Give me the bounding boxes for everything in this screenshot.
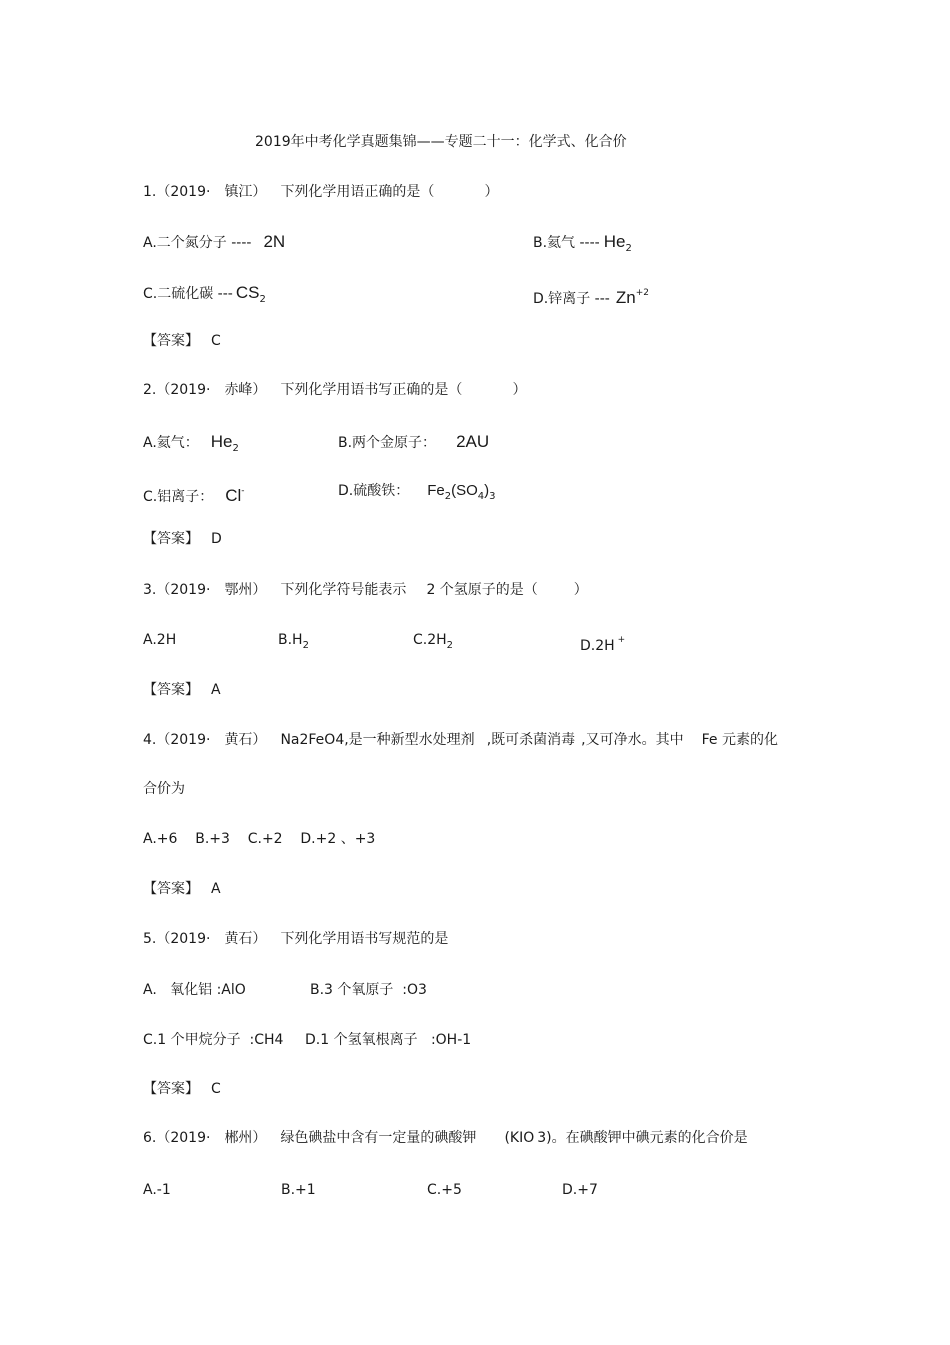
option-c: C.+5	[427, 1182, 462, 1198]
question-text: 下列化学用语正确的是（	[280, 184, 435, 200]
question-4-options: A.+6 B.+3 C.+2 D.+2 、+3	[143, 831, 376, 847]
option-text: C.2H	[413, 632, 447, 648]
subscript: 2	[444, 491, 452, 502]
question-text-3: ,又可净水。其中	[581, 732, 684, 748]
option-b	[278, 630, 309, 656]
option-d: D.+7	[562, 1182, 598, 1198]
subscript: 2	[259, 294, 266, 305]
option-text: C.二硫化碳 ---	[143, 286, 233, 302]
option-a: A.-1	[143, 1182, 171, 1198]
question-number: 1.（2019·	[143, 184, 211, 200]
question-close-paren: ）	[573, 582, 588, 598]
option-text: B.H	[278, 632, 303, 648]
superscript: +	[617, 635, 626, 645]
question-text: 下列化学用语书写正确的是（	[280, 382, 463, 398]
answer-value: A	[211, 682, 221, 698]
answer-5	[143, 1079, 221, 1099]
question-4-stem-line2: 合价为	[143, 781, 185, 797]
question-text: Na2FeO4,是一种新型水处理剂	[280, 732, 475, 748]
page-title: 2019年中考化学真题集锦——专题二十一：化学式、化合价	[255, 134, 627, 150]
question-6-stem	[143, 1128, 748, 1148]
option-formula: 2AU	[456, 432, 490, 451]
answer-label: 【答案】	[143, 1081, 199, 1097]
option-text: C.铝离子：	[143, 489, 214, 505]
option-formula: He	[210, 432, 233, 451]
option-formula: Cl	[225, 486, 242, 505]
answer-3	[143, 680, 221, 700]
answer-label: 【答案】	[143, 531, 199, 547]
question-1-stem	[143, 182, 498, 202]
question-source: 郴州）	[224, 1130, 267, 1146]
option-c	[143, 283, 266, 310]
answer-value: D	[211, 531, 222, 547]
option-c	[143, 481, 245, 507]
question-number: 3.（2019·	[143, 582, 211, 598]
option-text: B.氦气 ----	[533, 235, 600, 251]
superscript: +2	[635, 288, 649, 298]
answer-value: C	[211, 1081, 221, 1097]
answer-value: A	[211, 881, 221, 897]
option-text: A.二个氮分子 ----	[143, 235, 252, 251]
option-text: D.硫酸铁：	[338, 483, 410, 499]
answer-label: 【答案】	[143, 682, 199, 698]
superscript: -	[241, 486, 245, 496]
answer-1	[143, 331, 221, 351]
option-formula: 2N	[263, 232, 286, 251]
question-source: 镇江）	[224, 184, 267, 200]
option-text: B.两个金原子：	[338, 435, 437, 451]
question-number: 5.（2019·	[143, 931, 211, 947]
question-text: 下列化学用语书写规范的是	[280, 931, 449, 947]
question-close-paren: ）	[512, 382, 527, 398]
answer-value: C	[211, 333, 221, 349]
subscript: 2	[625, 243, 632, 254]
option-a: A.2H	[143, 632, 177, 648]
question-3-stem	[143, 580, 588, 600]
subscript: 2	[232, 443, 239, 454]
question-source: 黄石）	[224, 732, 267, 748]
option-b	[338, 432, 489, 453]
question-number: 4.（2019·	[143, 732, 211, 748]
question-source: 鄂州）	[224, 582, 267, 598]
option-b: B.+1	[281, 1182, 316, 1198]
answer-2	[143, 529, 222, 549]
question-number: 6.（2019·	[143, 1130, 211, 1146]
subscript: 2	[302, 640, 309, 651]
option-formula: He	[603, 232, 626, 251]
option-a	[143, 432, 239, 459]
option-a	[143, 232, 285, 253]
option-b	[533, 232, 632, 259]
question-5-stem	[143, 929, 448, 949]
question-text: 绿色碘盐中含有一定量的碘酸钾	[280, 1130, 477, 1146]
question-text-4: Fe 元素的化	[701, 732, 778, 748]
question-source: 赤峰）	[224, 382, 267, 398]
question-text-2: 2 个氢原子的是（	[426, 582, 538, 598]
formula-part: Fe	[427, 482, 445, 499]
option-formula: CS	[235, 283, 260, 302]
formula-subscript: 3	[537, 1130, 547, 1146]
question-text: 下列化学符号能表示	[280, 582, 407, 598]
option-d	[580, 630, 625, 656]
formula-part: )	[484, 482, 490, 499]
option-text: D.2H	[580, 638, 615, 654]
option-d: D.1 个氢氧根离子 :OH-1	[305, 1032, 472, 1048]
option-formula: Zn	[615, 288, 636, 307]
formula-part: (SO	[451, 482, 478, 499]
option-text: D.锌离子 ---	[533, 291, 610, 307]
option-b: B.3 个氧原子 :O3	[310, 982, 427, 998]
question-close-paren: ）	[484, 184, 499, 200]
question-text-2: )。在碘酸钾中碘元素的化合价是	[546, 1130, 748, 1146]
option-d	[338, 481, 496, 507]
question-2-stem	[143, 380, 526, 400]
answer-label: 【答案】	[143, 333, 199, 349]
question-number: 2.（2019·	[143, 382, 211, 398]
answer-4	[143, 879, 221, 899]
subscript: 3	[489, 491, 496, 502]
question-text-2: ,既可杀菌消毒	[486, 732, 576, 748]
question-4-stem	[143, 730, 778, 750]
subscript: 4	[477, 491, 485, 502]
option-d	[533, 283, 649, 309]
option-text: A.氦气：	[143, 435, 199, 451]
answer-label: 【答案】	[143, 881, 199, 897]
option-a: A. 氧化铝 :AlO	[143, 982, 246, 998]
option-c: C.1 个甲烷分子 :CH4	[143, 1032, 284, 1048]
subscript: 2	[446, 640, 454, 651]
option-c	[413, 630, 453, 656]
question-formula: (KIO	[504, 1130, 535, 1146]
question-source: 黄石）	[224, 931, 267, 947]
